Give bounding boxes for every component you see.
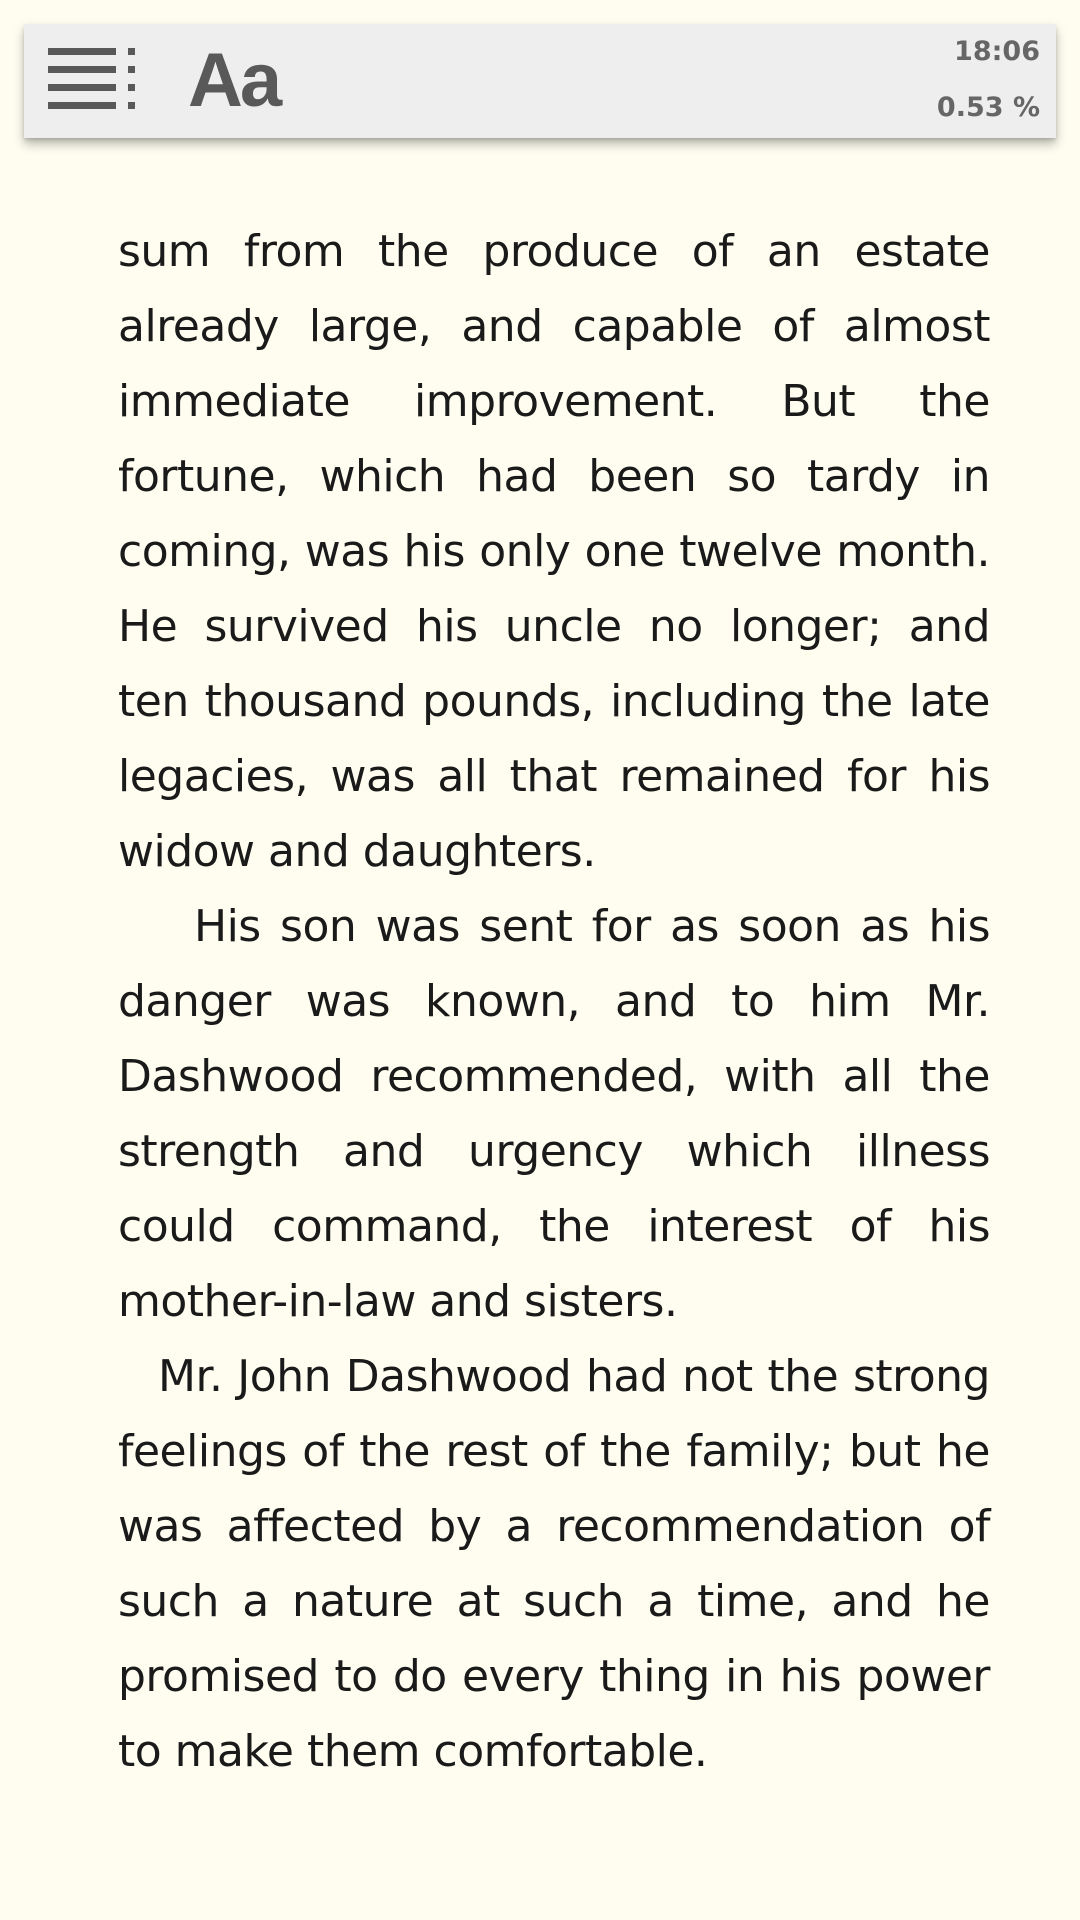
font-settings-button[interactable]: Aa	[188, 38, 280, 123]
menu-button[interactable]	[48, 44, 152, 118]
book-text	[118, 214, 990, 1789]
reading-progress: 0.53 %	[936, 92, 1040, 123]
paragraph: Mr. John Dashwood had not the strong feelings of the rest of the family; but he was affected by a recommendation of such a nature at such a time, and he promised to do every thing in his power to make them comfortable.	[118, 1351, 990, 1777]
paragraph: sum from the produce of an estate already large, and capable of almost immediate improvement. But the fortune, which had been so tardy in coming, was his only one twelve month. He survived his uncle no longer; and ten thousand pounds, including the late legacies, was all that remained for his widow and daughters.	[118, 226, 990, 877]
menu-list-icon	[48, 44, 152, 118]
paragraph: His son was sent for as soon as his danger was known, and to him Mr. Dashwood recommended, with all the strength and urgency which illness could command, the interest of his mother-in-law and sisters.	[118, 901, 990, 1327]
reader-toolbar	[24, 24, 1056, 138]
clock-time: 18:06	[954, 36, 1040, 67]
